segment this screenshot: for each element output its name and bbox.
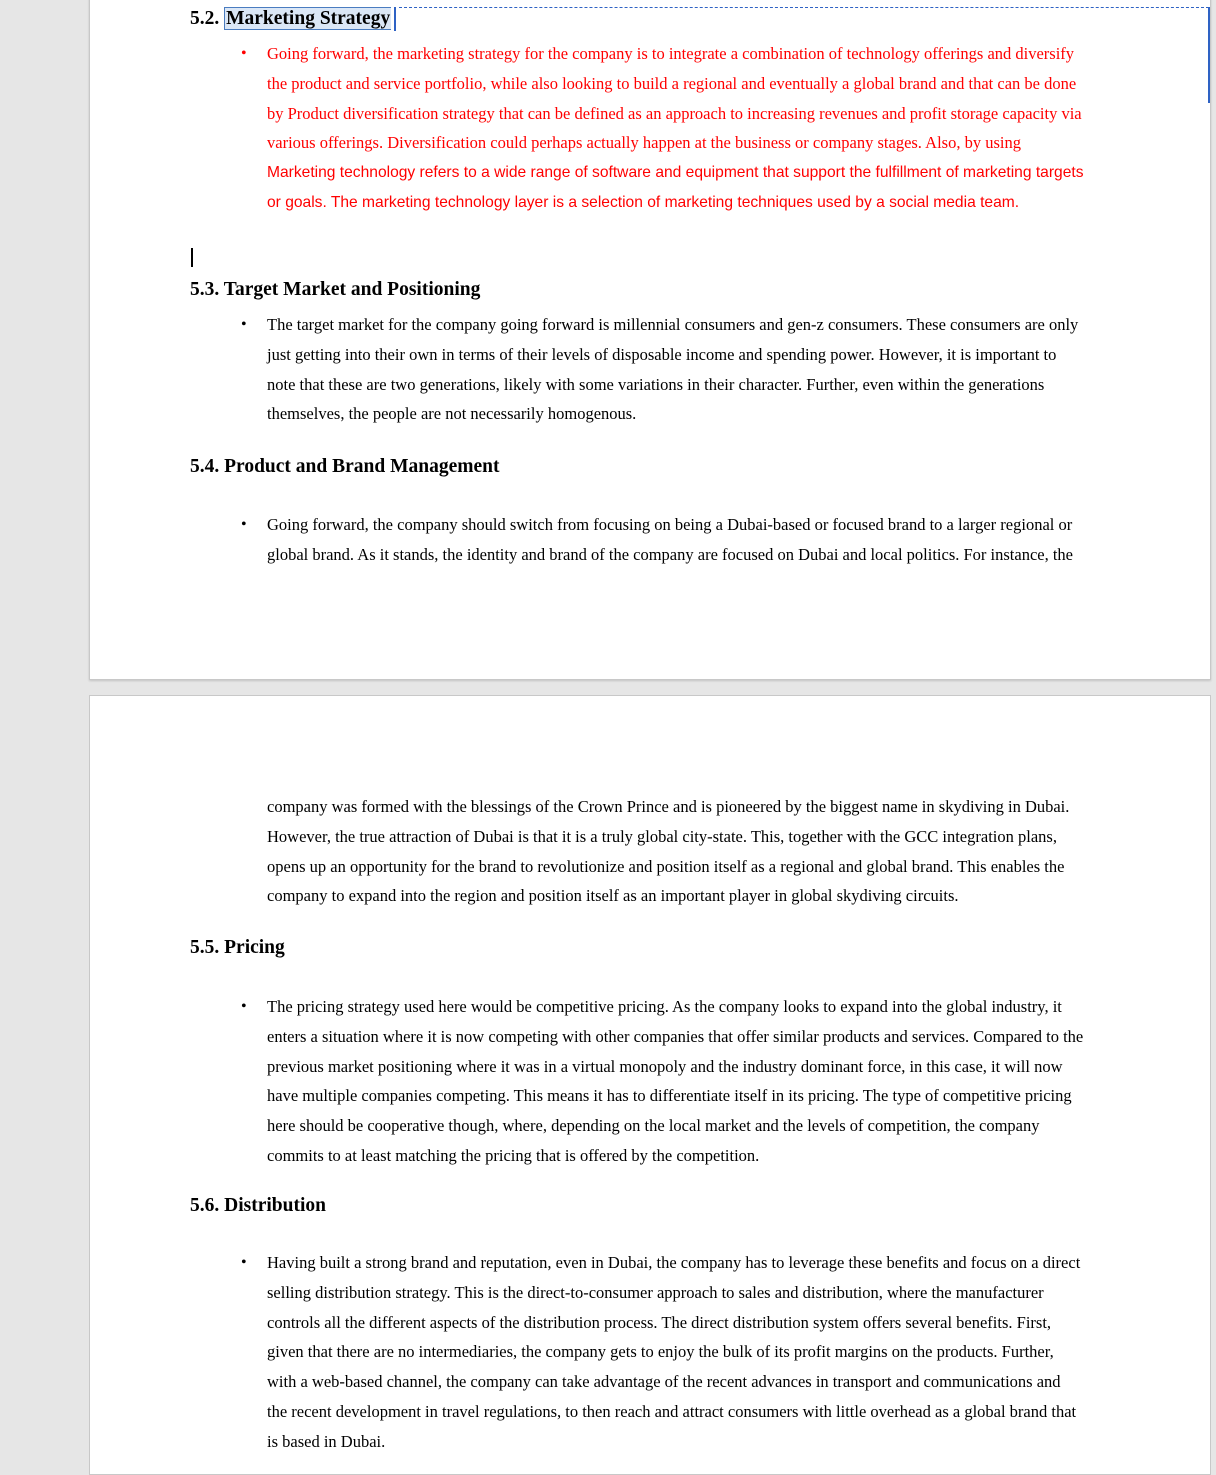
heading-5-5[interactable]: 5.5. Pricing bbox=[190, 937, 285, 958]
text-insertion-caret bbox=[191, 248, 193, 267]
text-line: by Product diversification strategy that can be defined as an approach to increasing revenues and profit storage capacity via bbox=[267, 103, 1082, 123]
text-line: The pricing strategy used here would be competitive pricing. As the company looks to expand into the global industry, it bbox=[267, 997, 1062, 1016]
bullet-icon: • bbox=[241, 316, 247, 333]
bullet-icon: • bbox=[241, 998, 247, 1015]
text-line: company was formed with the blessings of the Crown Prince and is pioneered by the biggest name in skydiving in Dubai. bbox=[267, 797, 1070, 816]
text-line: enters a situation where it is now competing with other companies that offer similar products and services. Compared to the bbox=[267, 1026, 1084, 1046]
bullet-product-brand-continued[interactable] bbox=[267, 792, 1112, 911]
heading-5-6[interactable]: 5.6. Distribution bbox=[190, 1195, 326, 1216]
document-page-1 bbox=[89, 0, 1211, 680]
text-line: global brand. As it stands, the identity and brand of the company are focused on Dubai and local politics. For instance, the bbox=[267, 544, 1074, 564]
text-line: company to expand into the region and position itself as an important player in global skydiving circuits. bbox=[267, 886, 959, 906]
text-line: themselves, the people are not necessarily homogenous. bbox=[267, 404, 637, 424]
text-line: However, the true attraction of Dubai is that it is a truly global city-state. This, together with the GCC integration plans, bbox=[267, 826, 1057, 846]
text-line: just getting into their own in terms of their levels of disposable income and spending power. However, it is important to bbox=[267, 344, 1057, 364]
text-line: is based in Dubai. bbox=[267, 1431, 386, 1451]
heading-5-3[interactable]: 5.3. Target Market and Positioning bbox=[190, 279, 481, 300]
text-line: Going forward, the company should switch from focusing on being a Dubai-based or focused brand to a larger regional or bbox=[267, 515, 1073, 534]
document-page-2 bbox=[89, 695, 1211, 1475]
text-line: Marketing technology refers to a wide range of software and equipment that support the fulfillment of marketing targets bbox=[267, 164, 1084, 182]
heading-5-4[interactable]: 5.4. Product and Brand Management bbox=[190, 456, 500, 477]
text-line: with a web-based channel, the company can take advantage of the recent advances in transport and communications and bbox=[267, 1372, 1061, 1392]
text-line: Having built a strong brand and reputation, even in Dubai, the company has to leverage these benefits and focus on a direct bbox=[267, 1253, 1081, 1272]
text-line: given that there are no intermediaries, the company gets to enjoy the bulk of its profit margins on the products. Further, bbox=[267, 1342, 1054, 1362]
bullet-target-market[interactable] bbox=[241, 310, 1112, 429]
text-line: the product and service portfolio, while also looking to build a regional and eventually a global brand and that can be done bbox=[267, 73, 1077, 93]
selection-caret bbox=[394, 7, 396, 31]
text-line: selling distribution strategy. This is the direct-to-consumer approach to sales and distribution, where the manufacturer bbox=[267, 1282, 1044, 1302]
bullet-icon: • bbox=[241, 1254, 247, 1271]
bullet-marketing-strategy[interactable] bbox=[241, 39, 1112, 218]
text-line: various offerings. Diversification could perhaps actually happen at the business or company stages. Also, by using bbox=[267, 133, 1021, 153]
text-line: note that these are two generations, likely with some variations in their character. Further, even within the generations bbox=[267, 374, 1045, 394]
text-line: opens up an opportunity for the brand to revolutionize and position itself as a regional and global brand. This enables the bbox=[267, 856, 1065, 876]
text-line: controls all the different aspects of the distribution process. The direct distribution system offers several benefits. First, bbox=[267, 1312, 1052, 1332]
bullet-product-brand[interactable] bbox=[241, 510, 1112, 570]
text-line: have multiple companies competing. This means it has to differentiate itself in its pricing. The type of competitive pricing bbox=[267, 1086, 1072, 1106]
bullet-distribution[interactable] bbox=[241, 1248, 1112, 1457]
bullet-icon: • bbox=[241, 45, 247, 62]
text-line: or goals. The marketing technology layer is a selection of marketing techniques used by a social media team. bbox=[267, 193, 1020, 211]
heading-5-2[interactable] bbox=[190, 7, 396, 31]
heading-number: 5.2. bbox=[190, 8, 220, 29]
selected-heading-text[interactable]: Marketing Strategy bbox=[226, 8, 391, 29]
bullet-pricing[interactable] bbox=[241, 992, 1112, 1171]
text-line: commits to at least matching the pricing that is offered by the competition. bbox=[267, 1145, 760, 1165]
comment-connector-line bbox=[399, 7, 1209, 8]
change-bar bbox=[1208, 7, 1210, 103]
text-line: the recent development in travel regulations, to then reach and attract consumers with little overhead as a global brand that bbox=[267, 1401, 1077, 1421]
text-line: Going forward, the marketing strategy for the company is to integrate a combination of technology offerings and diversify bbox=[267, 44, 1075, 63]
text-line: previous market positioning where it was in a virtual monopoly and the industry dominant force, in this case, it will now bbox=[267, 1056, 1063, 1076]
text-line: The target market for the company going forward is millennial consumers and gen-z consumers. These consumers are only bbox=[267, 315, 1079, 334]
bullet-icon: • bbox=[241, 516, 247, 533]
text-line: here should be cooperative though, where, depending on the local market and the levels of competition, the company bbox=[267, 1116, 1040, 1136]
